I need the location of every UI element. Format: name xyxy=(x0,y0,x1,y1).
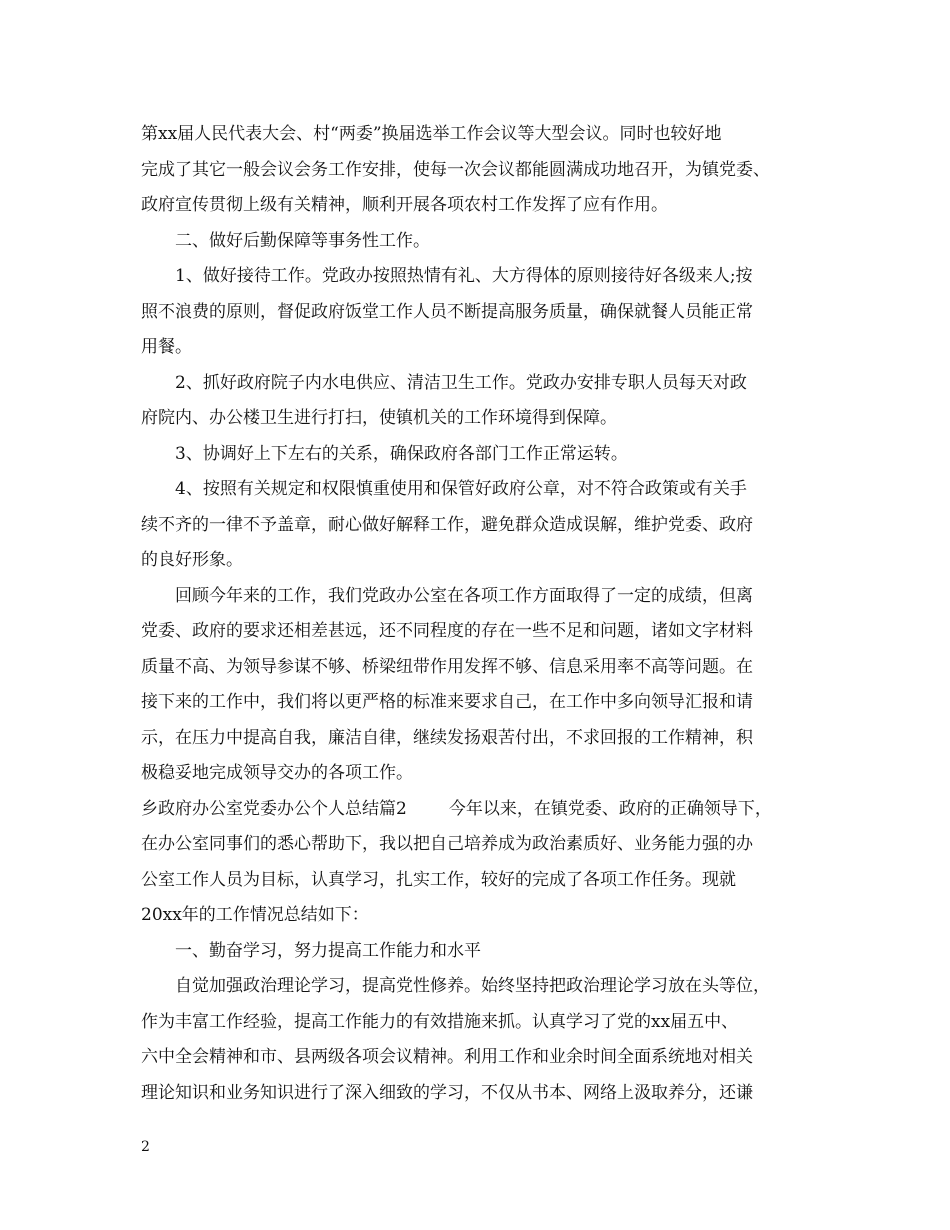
document-body xyxy=(141,117,821,1111)
text-line: 党委、政府的要求还相差甚远，还不同程度的存在一些不足和问题，诸如文字材料 xyxy=(141,621,753,641)
text-line: 第xx届人民代表大会、村“两委”换届选举工作会议等大型会议。同时也较好地 xyxy=(141,124,722,144)
text-line: 2、抓好政府院子内水电供应、清洁卫生工作。党政办安排专职人员每天对政 xyxy=(141,372,747,393)
text-line: 20xx年的工作情况总结如下： xyxy=(141,905,369,925)
section-heading: 一、勤奋学习，努力提高工作能力和水平 xyxy=(141,940,481,961)
text-line: 府院内、办公楼卫生进行打扫，使镇机关的工作环境得到保障。 xyxy=(141,408,617,428)
text-line: 自觉加强政治理论学习，提高党性修养。始终坚持把政治理论学习放在头等位， xyxy=(141,976,770,996)
text-line: 理论知识和业务知识进行了深入细致的学习，不仅从书本、网络上汲取养分，还谦 xyxy=(141,1082,753,1103)
text-line: 政府宣传贯彻上级有关精神，顺利开展各项农村工作发挥了应有作用。 xyxy=(141,195,668,215)
text-line: 六中全会精神和市、县两级各项会议精神。利用工作和业余时间全面系统地对相关 xyxy=(141,1047,753,1067)
text-line: 在办公室同事们的悉心帮助下，我以把自己培养成为政治素质好、业务能力强的办 xyxy=(141,834,753,854)
text-line: 示，在压力中提高自我，廉洁自律，继续发扬艰苦付出，不求回报的工作精神，积 xyxy=(141,727,753,748)
text-line: 照不浪费的原则，督促政府饭堂工作人员不断提高服务质量，确保就餐人员能正常 xyxy=(141,301,753,322)
text-line: 完成了其它一般会议会务工作安排，使每一次会议都能圆满成功地召开，为镇党委、 xyxy=(141,159,770,180)
page-number: 2 xyxy=(141,1139,150,1155)
article-intro: 今年以来，在镇党委、政府的正确领导下， xyxy=(448,798,772,819)
text-line: 3、协调好上下左右的关系，确保政府各部门工作正常运转。 xyxy=(141,443,628,464)
text-line: 1、做好接待工作。党政办按照热情有礼、大方得体的原则接待好各级来人;按 xyxy=(141,266,753,286)
text-line: 4、按照有关规定和权限慎重使用和保管好政府公章，对不符合政策或有关手 xyxy=(141,479,747,499)
text-line: 公室工作人员为目标，认真学习，扎实工作，较好的完成了各项工作任务。现就 xyxy=(141,869,736,890)
text-line: 接下来的工作中，我们将以更严格的标准来要求自己，在工作中多向领导汇报和请 xyxy=(141,692,753,712)
text-line: 极稳妥地完成领导交办的各项工作。 xyxy=(141,763,413,783)
text-line: 用餐。 xyxy=(141,337,192,357)
article-title-line xyxy=(141,792,821,828)
section-heading: 二、做好后勤保障等事务性工作。 xyxy=(141,230,430,251)
text-line: 续不齐的一律不予盖章，耐心做好解释工作，避免群众造成误解，维护党委、政府 xyxy=(141,514,753,535)
text-line: 作为丰富工作经验，提高工作能力的有效措施来抓。认真学习了党的xx届五中、 xyxy=(141,1011,739,1032)
text-line: 的良好形象。 xyxy=(141,550,243,570)
article-title: 乡政府办公室党委办公个人总结篇2 xyxy=(141,798,407,819)
text-line: 回顾今年来的工作，我们党政办公室在各项工作方面取得了一定的成绩，但离 xyxy=(141,585,753,606)
text-line: 质量不高、为领导参谋不够、桥梁纽带作用发挥不够、信息采用率不高等问题。在 xyxy=(141,656,753,677)
